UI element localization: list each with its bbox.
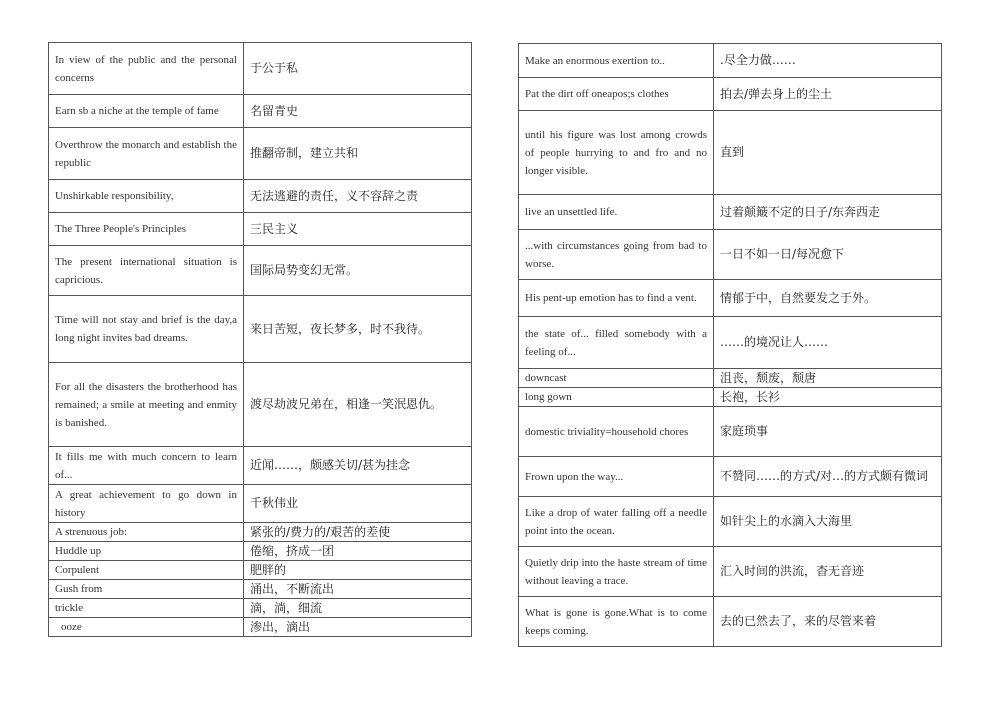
english-phrase: It fills me with much concern to learn of...	[49, 447, 244, 485]
english-phrase: Frown upon the way...	[519, 457, 714, 497]
chinese-translation: 长袍，长衫	[714, 388, 942, 407]
table-row	[519, 388, 942, 407]
chinese-translation: 名留青史	[244, 95, 472, 128]
english-phrase: downcast	[519, 369, 714, 388]
table-row	[49, 485, 472, 523]
english-phrase: The present international situation is capricious.	[49, 246, 244, 296]
table-row	[519, 369, 942, 388]
table-row	[519, 317, 942, 369]
table-row	[49, 43, 472, 95]
english-phrase: For all the disasters the brotherhood has remained; a smile at meeting and enmity is banished.	[49, 363, 244, 447]
english-phrase: What is gone is gone.What is to come keeps coming.	[519, 597, 714, 647]
right-phrase-table	[518, 43, 942, 647]
chinese-translation: 家庭琐事	[714, 407, 942, 457]
table-row	[49, 128, 472, 180]
english-phrase: Corpulent	[49, 561, 244, 580]
english-phrase: Earn sb a niche at the temple of fame	[49, 95, 244, 128]
left-phrase-table	[48, 42, 472, 637]
english-phrase: Quietly drip into the haste stream of time without leaving a trace.	[519, 547, 714, 597]
table-row	[519, 111, 942, 195]
english-phrase: ooze	[49, 618, 244, 637]
chinese-translation: 滴，淌，细流	[244, 599, 472, 618]
chinese-translation: 来日苦短，夜长梦多，时不我待。	[244, 296, 472, 363]
table-row	[49, 363, 472, 447]
chinese-translation: 推翻帝制，建立共和	[244, 128, 472, 180]
chinese-translation: 于公于私	[244, 43, 472, 95]
chinese-translation: 汇入时间的洪流，杳无音迹	[714, 547, 942, 597]
chinese-translation: 涌出，不断流出	[244, 580, 472, 599]
chinese-translation: 肥胖的	[244, 561, 472, 580]
chinese-translation: 无法逃避的责任，义不容辞之责	[244, 180, 472, 213]
english-phrase: Unshirkable responsibility,	[49, 180, 244, 213]
chinese-translation: 国际局势变幻无常。	[244, 246, 472, 296]
chinese-translation: 一日不如一日/每况愈下	[714, 230, 942, 280]
english-phrase: Overthrow the monarch and establish the republic	[49, 128, 244, 180]
table-row	[49, 561, 472, 580]
chinese-translation: 渡尽劫波兄弟在，相逢一笑泯恩仇。	[244, 363, 472, 447]
english-phrase: Like a drop of water falling off a needle point into the ocean.	[519, 497, 714, 547]
english-phrase: Huddle up	[49, 542, 244, 561]
table-row	[49, 95, 472, 128]
table-row	[49, 599, 472, 618]
chinese-translation: 直到	[714, 111, 942, 195]
table-row	[519, 497, 942, 547]
table-row	[49, 618, 472, 637]
chinese-translation: 拍去/弹去身上的尘土	[714, 78, 942, 111]
english-phrase: Pat the dirt off oneapos;s clothes	[519, 78, 714, 111]
chinese-translation: ……的境况让人……	[714, 317, 942, 369]
table-row	[519, 78, 942, 111]
english-phrase: until his figure was lost among crowds of people hurrying to and fro and no longer visible.	[519, 111, 714, 195]
table-row	[519, 44, 942, 78]
table-row	[49, 246, 472, 296]
table-row	[49, 296, 472, 363]
table-row	[519, 280, 942, 317]
chinese-translation: 三民主义	[244, 213, 472, 246]
table-row	[49, 213, 472, 246]
english-phrase: ...with circumstances going from bad to worse.	[519, 230, 714, 280]
english-phrase: A great achievement to go down in history	[49, 485, 244, 523]
chinese-translation: 倦缩，挤成一团	[244, 542, 472, 561]
chinese-translation: 去的已然去了，来的尽管来着	[714, 597, 942, 647]
chinese-translation: 近闻……，颇感关切/甚为挂念	[244, 447, 472, 485]
table-row	[519, 547, 942, 597]
english-phrase: A strenuous job:	[49, 523, 244, 542]
english-phrase: Make an enormous exertion to..	[519, 44, 714, 78]
table-row	[49, 180, 472, 213]
english-phrase: The Three People's Principles	[49, 213, 244, 246]
chinese-translation: 千秋伟业	[244, 485, 472, 523]
chinese-translation: 如针尖上的水滴入大海里	[714, 497, 942, 547]
english-phrase: His pent-up emotion has to find a vent.	[519, 280, 714, 317]
chinese-translation: 沮丧，颓废，颓唐	[714, 369, 942, 388]
english-phrase: live an unsettled life.	[519, 195, 714, 230]
table-row	[49, 447, 472, 485]
chinese-translation: 情郁于中，自然要发之于外。	[714, 280, 942, 317]
table-row	[49, 580, 472, 599]
chinese-translation: .尽全力做……	[714, 44, 942, 78]
table-row	[519, 457, 942, 497]
english-phrase: trickle	[49, 599, 244, 618]
english-phrase: In view of the public and the personal concerns	[49, 43, 244, 95]
english-phrase: domestic triviality=household chores	[519, 407, 714, 457]
chinese-translation: 紧张的/费力的/艰苦的差使	[244, 523, 472, 542]
english-phrase: Gush from	[49, 580, 244, 599]
table-row	[519, 407, 942, 457]
english-phrase: Time will not stay and brief is the day,a long night invites bad dreams.	[49, 296, 244, 363]
chinese-translation: 过着颠簸不定的日子/东奔西走	[714, 195, 942, 230]
table-row	[519, 597, 942, 647]
english-phrase: the state of... filled somebody with a feeling of...	[519, 317, 714, 369]
chinese-translation: 渗出，滴出	[244, 618, 472, 637]
chinese-translation: 不赞同……的方式/对…的方式颇有微词	[714, 457, 942, 497]
table-row	[49, 523, 472, 542]
table-row	[519, 230, 942, 280]
table-row	[49, 542, 472, 561]
english-phrase: long gown	[519, 388, 714, 407]
table-row	[519, 195, 942, 230]
